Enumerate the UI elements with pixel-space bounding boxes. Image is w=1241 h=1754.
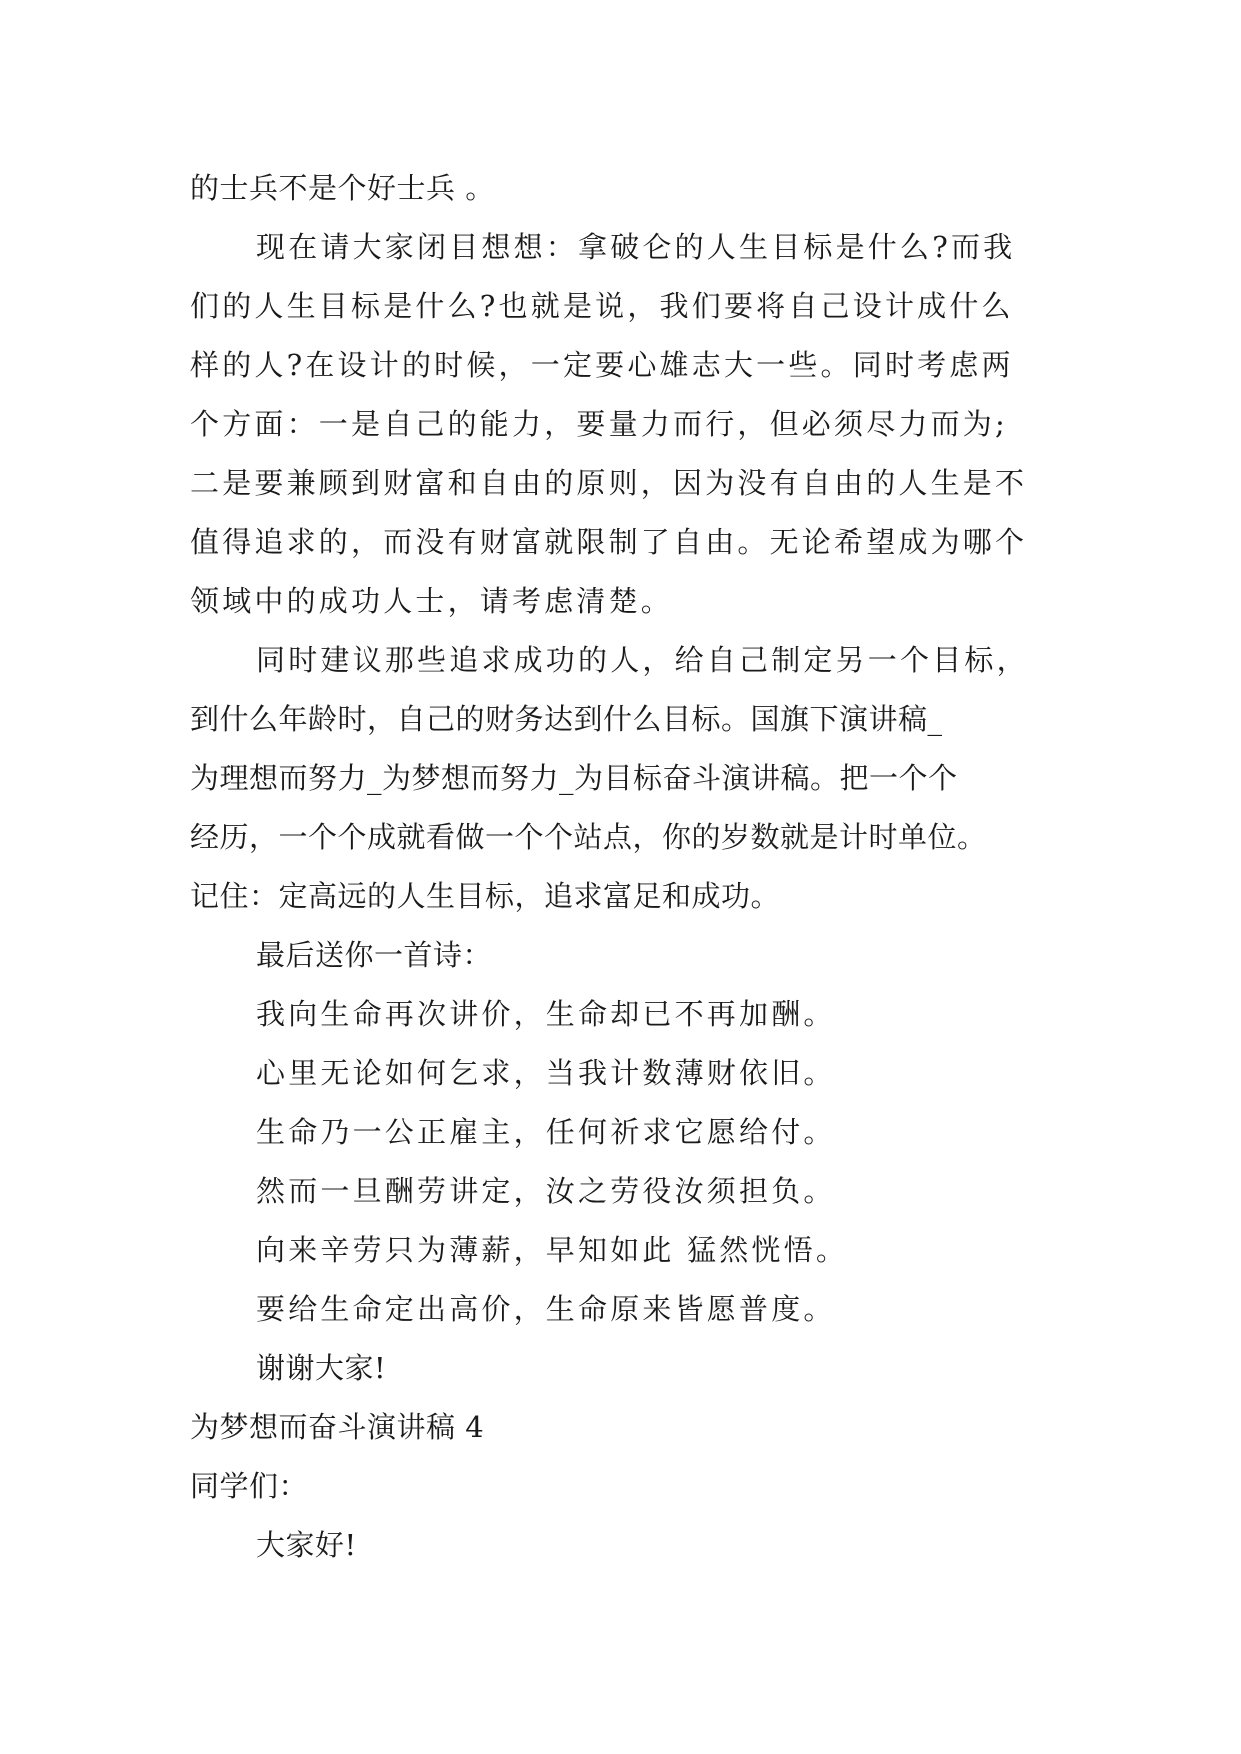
poem-line: 要给生命定出高价，生命原来皆愿普度。 <box>256 1292 836 1326</box>
section-title: 为梦想而奋斗演讲稿 4 <box>190 1410 485 1444</box>
poem-line: 生命乃一公正雇主，任何祈求它愿给付。 <box>256 1115 836 1149</box>
salutation: 同学们： <box>190 1469 309 1503</box>
poem-line: 然而一旦酬劳讲定，汝之劳役汝须担负。 <box>256 1174 836 1208</box>
text-line: 为理想而努力_为梦想而努力_为目标奋斗演讲稿。把一个个 <box>190 761 958 795</box>
text-line: 个方面：一是自己的能力，要量力而行，但必须尽力而为; <box>190 407 1008 441</box>
paragraph-line: 现在请大家闭目想想：拿破仑的人生目标是什么?而我 <box>256 230 1016 264</box>
text-line: 记住：定高远的人生目标，追求富足和成功。 <box>190 879 781 913</box>
poem-line: 向来辛劳只为薄薪，早知如此 猛然恍悟。 <box>256 1233 849 1267</box>
text-line: 样的人?在设计的时候，一定要心雄志大一些。同时考虑两 <box>190 348 1014 382</box>
poem-line: 心里无论如何乞求，当我计数薄财依旧。 <box>256 1056 836 1090</box>
closing-line: 谢谢大家! <box>256 1351 387 1385</box>
text-line: 二是要兼顾到财富和自由的原则，因为没有自由的人生是不 <box>190 466 1028 500</box>
greeting: 大家好! <box>256 1528 357 1562</box>
paragraph-line: 同时建议那些追求成功的人，给自己制定另一个目标， <box>256 643 1029 677</box>
text-line: 值得追求的，而没有财富就限制了自由。无论希望成为哪个 <box>190 525 1028 559</box>
text-line: 领域中的成功人士，请考虑清楚。 <box>190 584 674 618</box>
text-line: 们的人生目标是什么?也就是说，我们要将自己设计成什么 <box>190 289 1014 323</box>
text-line: 经历，一个个成就看做一个个站点，你的岁数就是计时单位。 <box>190 820 987 854</box>
paragraph-line: 最后送你一首诗： <box>256 938 493 972</box>
text-line: 到什么年龄时，自己的财务达到什么目标。国旗下演讲稿_ <box>190 702 943 736</box>
poem-line: 我向生命再次讲价，生命却已不再加酬。 <box>256 997 836 1031</box>
text-line: 的士兵不是个好士兵 。 <box>190 171 495 205</box>
document-body <box>190 159 1090 1575</box>
